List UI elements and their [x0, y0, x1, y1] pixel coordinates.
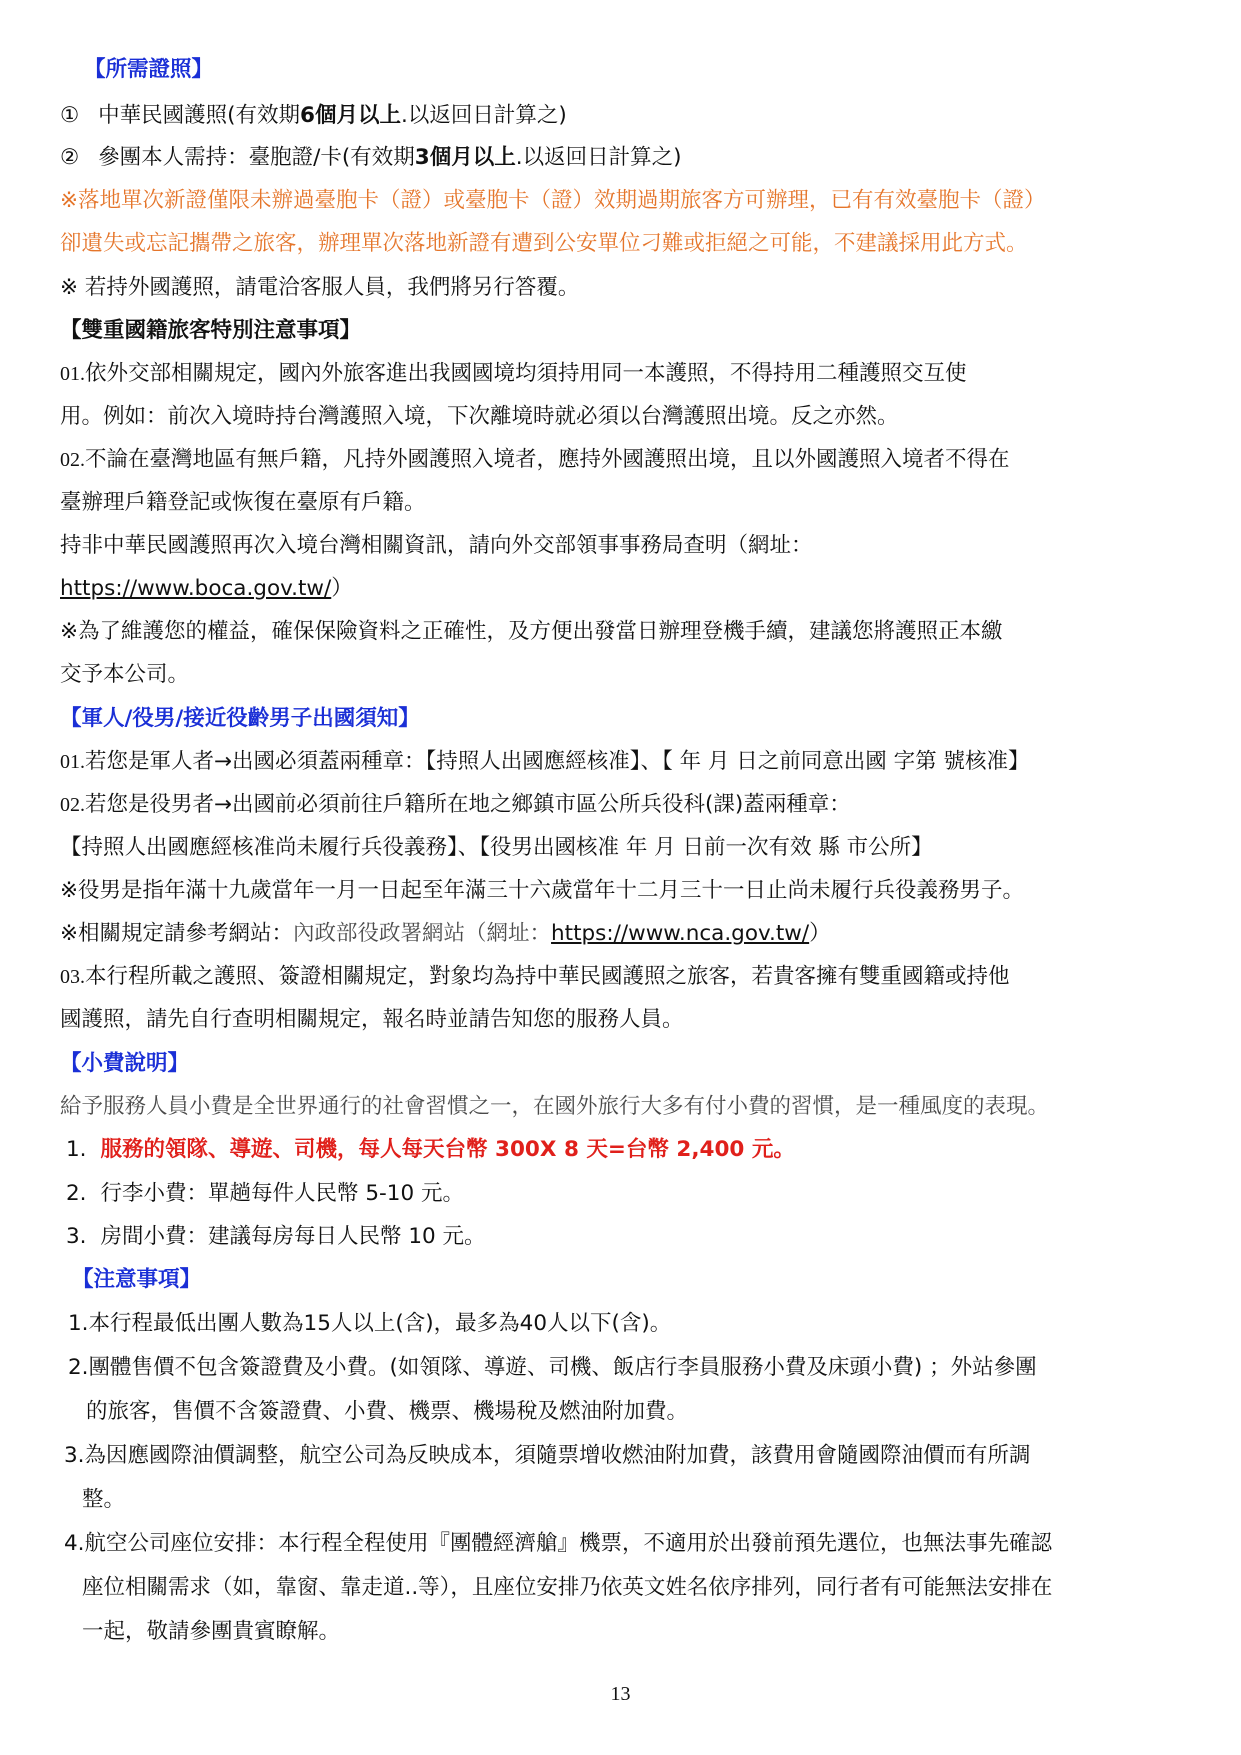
- dual-nationality-paragraph-2-line-1: 02.不論在臺灣地區有無戶籍，凡持外國護照入境者，應持外國護照出境，且以外國護照入境者不得在: [60, 447, 1010, 472]
- notice-3-line-2: 整。: [82, 1487, 126, 1512]
- notice-4-line-3: 一起，敬請參團貴賓瞭解。: [82, 1619, 341, 1644]
- notice-3-line-1: 3.為因應國際油價調整，航空公司為反映成本，須隨票增收燃油附加費，該費用會隨國際油價而有所調: [64, 1443, 1031, 1468]
- foreign-passport-note: ※ 若持外國護照，請電洽客服人員，我們將另行答覆。: [60, 275, 580, 300]
- notice-4-line-2: 座位相關需求（如，靠窗、靠走道..等），且座位安排乃依英文姓名依序排列，同行者有可能無法安排在: [82, 1575, 1053, 1600]
- nca-link[interactable]: https://www.nca.gov.tw/: [551, 921, 810, 946]
- tips-intro: 給予服務人員小費是全世界通行的社會習慣之一，在國外旅行大多有付小費的習慣，是一種風度的表現。: [60, 1094, 1050, 1119]
- landing-visa-warning-line-2: 卻遺失或忘記攜帶之旅客，辦理單次落地新證有遭到公安單位刁難或拒絕之可能，不建議採用此方式。: [60, 231, 1028, 256]
- requirement-item-2: ② 參團本人需持：臺胞證/卡(有效期3個月以上.以返回日計算之): [60, 145, 682, 170]
- military-age-note: ※役男是指年滿十九歲當年一月一日起至年滿三十六歲當年十二月三十一日止尚未履行兵役義務男子。: [60, 878, 1025, 903]
- heading-military-service: 【軍人/役男/接近役齡男子出國須知】: [60, 706, 420, 731]
- passport-submission-note-line-2: 交予本公司。: [60, 662, 190, 687]
- requirement-item-1: ① 中華民國護照(有效期6個月以上.以返回日計算之): [60, 103, 567, 128]
- boca-link[interactable]: https://www.boca.gov.tw/: [60, 576, 332, 601]
- tips-item-1: 1. 服務的領隊、導遊、司機，每人每天台幣 300X 8 天=台幣 2,400 元。: [66, 1137, 795, 1162]
- dual-nationality-paragraph-1-line-2: 用。例如：前次入境時持台灣護照入境，下次離境時就必須以台灣護照出境。反之亦然。: [60, 404, 899, 429]
- circled-number-2: ②: [60, 145, 80, 170]
- military-reference-note: ※相關規定請參考網站：內政部役政署網站（網址：https://www.nca.gov.tw/）: [60, 921, 831, 946]
- notice-2-line-2: 的旅客，售價不含簽證費、小費、機票、機場稅及燃油附加費。: [86, 1399, 689, 1424]
- tips-item-3: 3. 房間小費：建議每房每日人民幣 10 元。: [66, 1224, 486, 1249]
- circled-number-1: ①: [60, 103, 80, 128]
- heading-notices: 【注意事項】: [72, 1267, 202, 1292]
- passport-submission-note-line-1: ※為了維護您的權益，確保保險資料之正確性，及方便出發當日辦理登機手續，建議您將護照正本繳: [60, 619, 1003, 644]
- notice-2-line-1: 2.團體售價不包含簽證費及小費。(如領隊、導遊、司機、飯店行李員服務小費及床頭小費) ；外站參團: [68, 1355, 1037, 1380]
- notice-4-line-1: 4.航空公司座位安排：本行程全程使用『團體經濟艙』機票，不適用於出發前預先選位，也無法事先確認: [64, 1531, 1053, 1556]
- military-paragraph-1: 01.若您是軍人者→出國必須蓋兩種章：【持照人出國應經核准】、【 年 月 日之前同意出國 字第 號核准】: [60, 749, 1030, 774]
- heading-required-documents: 【所需證照】: [84, 57, 214, 82]
- page-number: 13: [610, 1683, 631, 1705]
- boca-url-line: https://www.boca.gov.tw/）: [60, 576, 353, 601]
- heading-tips: 【小費說明】: [60, 1051, 190, 1076]
- heading-dual-nationality: 【雙重國籍旅客特別注意事項】: [60, 318, 362, 343]
- military-paragraph-3-line-2: 國護照，請先自行查明相關規定，報名時並請告知您的服務人員。: [60, 1007, 684, 1032]
- dual-nationality-paragraph-1-line-1: 01.依外交部相關規定，國內外旅客進出我國國境均須持用同一本護照，不得持用二種護照交互使: [60, 361, 967, 386]
- boca-info-line: 持非中華民國護照再次入境台灣相關資訊，請向外交部領事事務局查明（網址：: [60, 533, 813, 558]
- tips-item-2: 2. 行李小費：單趟每件人民幣 5-10 元。: [66, 1181, 464, 1206]
- military-stamps-line: 【持照人出國應經核准尚未履行兵役義務】、【役男出國核准 年 月 日前一次有效 縣 市公所】: [60, 835, 933, 860]
- dual-nationality-paragraph-2-line-2: 臺辦理戶籍登記或恢復在臺原有戶籍。: [60, 490, 426, 515]
- landing-visa-warning-line-1: ※落地單次新證僅限未辦過臺胞卡（證）或臺胞卡（證）效期過期旅客方可辦理，已有有效臺胞卡（證）: [60, 188, 1046, 213]
- military-paragraph-2: 02.若您是役男者→出國前必須前往戶籍所在地之鄉鎮市區公所兵役科(課)蓋兩種章：: [60, 792, 851, 817]
- military-paragraph-3-line-1: 03.本行程所載之護照、簽證相關規定，對象均為持中華民國護照之旅客，若貴客擁有雙重國籍或持他: [60, 964, 1010, 989]
- notice-1: 1.本行程最低出團人數為15人以上(含)，最多為40人以下(含)。: [68, 1311, 672, 1336]
